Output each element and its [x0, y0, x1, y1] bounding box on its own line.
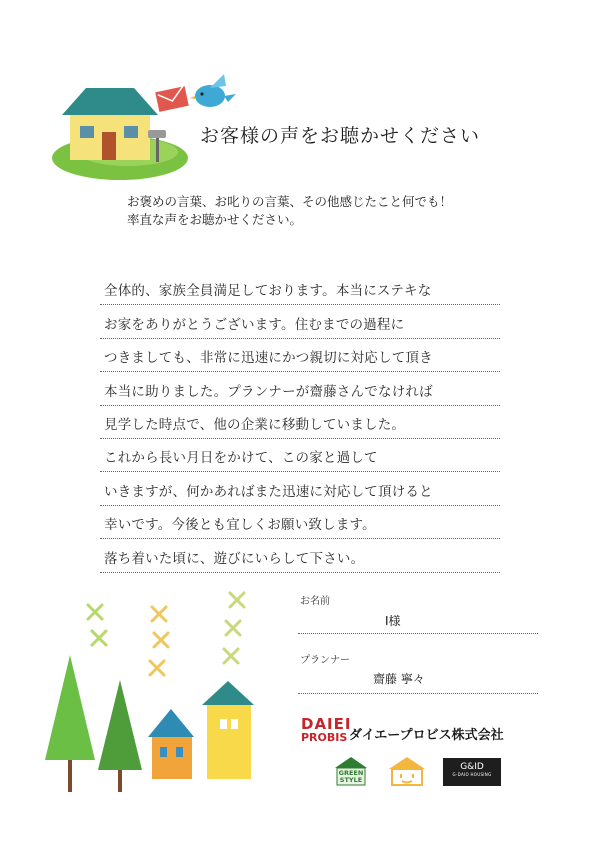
- customer-name: I様: [385, 614, 401, 628]
- tree-shape: [98, 680, 142, 770]
- message-line: 落ち着いた頃に、遊びにいらして下さい。: [100, 539, 500, 572]
- house-roof: [148, 709, 194, 737]
- message-line: お家をありがとうございます。住むまでの過程に: [100, 305, 500, 338]
- company-logo: DAIEI PROBIS: [301, 715, 352, 744]
- message-line: 本当に助りました。プランナーが齋藤さんでなければ: [100, 372, 500, 405]
- bird-icon: [190, 70, 238, 110]
- envelope-icon: [155, 86, 191, 112]
- message-line: 幸いです。今後とも宜しくお願い致します。: [100, 506, 500, 539]
- message-line: これから長い月日をかけて、この家と過して: [100, 439, 500, 472]
- message-line: いきますが、何かあればまた迅速に対応して頂けると: [100, 472, 500, 505]
- subtitle-line2: 率直な声をお聴かせください。: [127, 212, 303, 227]
- tree-shape: [45, 655, 95, 760]
- company-name: ダイエープロビス株式会社: [349, 728, 504, 743]
- name-underline: [298, 633, 538, 634]
- planner-name: 齋藤 寧々: [373, 672, 425, 686]
- page-title: お客様の声をお聴かせください: [200, 125, 481, 147]
- message-line: 全体的、家族全員満足しております。本当にステキな: [100, 272, 500, 305]
- subtitle-line1: お褒めの言葉、お叱りの言葉、その他感じたこと何でも！: [127, 194, 453, 209]
- house-wall: [207, 705, 251, 779]
- house-roof: [202, 681, 254, 705]
- house-roof: [62, 88, 158, 115]
- house-illustration: [40, 60, 200, 185]
- name-label: お名前: [300, 596, 330, 607]
- house-smile-icon: [388, 756, 426, 786]
- planner-label: プランナー: [300, 655, 350, 666]
- green-style-logo: GREEN STYLE: [334, 756, 368, 786]
- flower-icon: [224, 593, 244, 663]
- house-wall: [152, 737, 192, 779]
- flower-icon: [88, 605, 106, 645]
- flower-icon: [150, 607, 168, 675]
- house-door: [102, 132, 116, 160]
- message-line: 見学した時点で、他の企業に移動していました。: [100, 406, 500, 439]
- trees-houses-illustration: [40, 585, 280, 800]
- gid-logo: G&ID G-DAIO HOUSING: [443, 758, 501, 786]
- message-area: [100, 272, 500, 573]
- message-line: つきましても、非常に迅速にかつ親切に対応して頂き: [100, 339, 500, 372]
- planner-underline: [298, 693, 538, 694]
